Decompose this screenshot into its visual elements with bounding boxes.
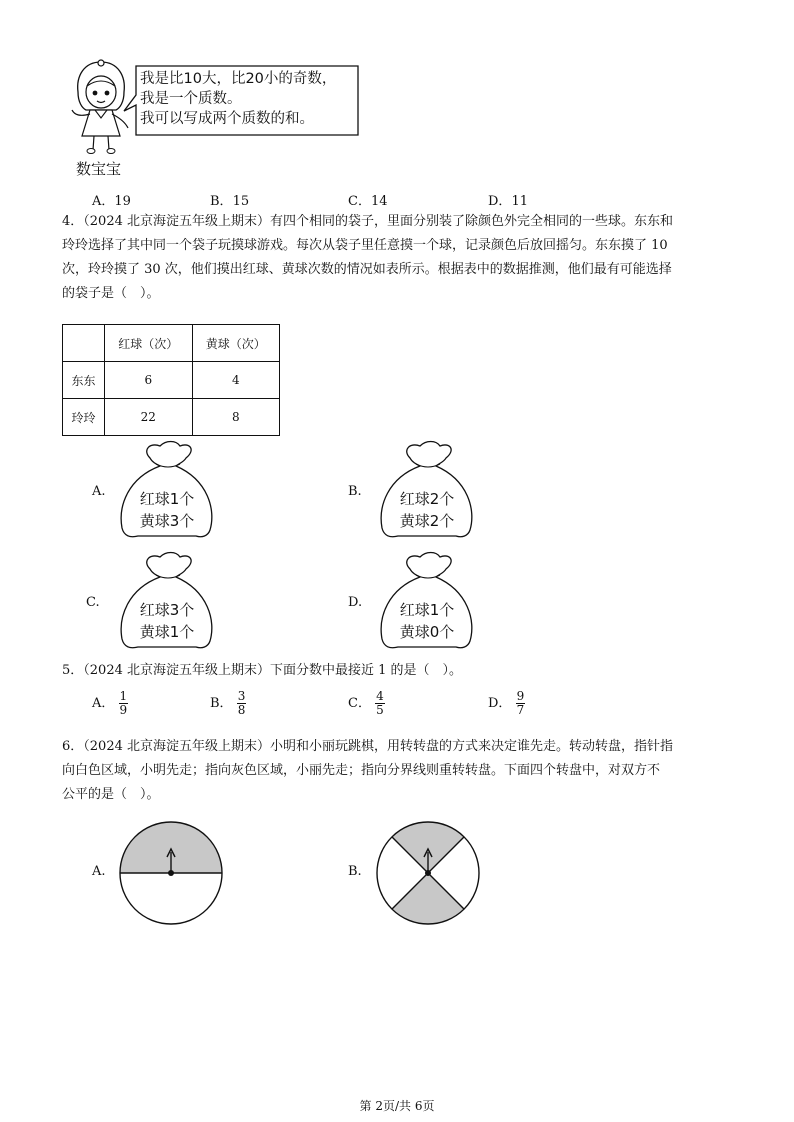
- option-letter: A．: [92, 194, 115, 209]
- table-cell: 6: [105, 362, 192, 399]
- character-name: 数宝宝: [76, 160, 122, 178]
- fraction: [237, 690, 247, 717]
- denominator: 8: [237, 703, 246, 717]
- option-letter: D．: [488, 696, 512, 711]
- numerator: 1: [119, 689, 128, 703]
- fraction: [375, 690, 385, 717]
- option-letter: B．: [210, 194, 233, 209]
- option-text: 11: [511, 194, 528, 209]
- question-4-text: [62, 210, 734, 306]
- bag-option-d[interactable]: [372, 551, 482, 651]
- option-c[interactable]: [348, 690, 385, 717]
- option-text: 15: [232, 194, 250, 209]
- table-header: 黄球（次）: [192, 325, 279, 362]
- numerator: 4: [376, 689, 384, 703]
- option-d[interactable]: [488, 190, 528, 209]
- results-table: [62, 324, 280, 436]
- denominator: 9: [119, 703, 128, 717]
- table-row: [63, 362, 280, 399]
- option-letter: D．: [488, 194, 512, 209]
- table-cell: [63, 325, 105, 362]
- option-b[interactable]: [210, 690, 246, 717]
- option-c-letter[interactable]: C.: [86, 595, 100, 610]
- denominator: 7: [516, 703, 525, 717]
- question-line: 次，玲玲摸了 30 次，他们摸出红球、黄球次数的情况如表所示。根据表中的数据推测，他们最有可能选择: [62, 262, 672, 277]
- question-line: 的袋子是（ ）。: [62, 286, 160, 301]
- table-cell: 东东: [63, 362, 105, 399]
- option-a[interactable]: [92, 690, 128, 717]
- bag-yellow-count: 黄球1个: [139, 623, 195, 641]
- bag-red-count: 红球3个: [139, 601, 195, 619]
- option-a[interactable]: [92, 190, 131, 209]
- bag-red-count: 红球2个: [399, 490, 455, 508]
- bag-option-a[interactable]: [112, 440, 222, 540]
- question-line: 公平的是（ ）。: [62, 787, 160, 802]
- denominator: 5: [376, 703, 384, 717]
- table-cell: 22: [105, 399, 192, 436]
- option-letter: C．: [348, 194, 371, 209]
- option-text: 19: [114, 194, 131, 209]
- fraction: [516, 690, 526, 717]
- bag-red-count: 红球1个: [399, 601, 455, 619]
- option-d-letter[interactable]: D.: [348, 595, 363, 610]
- spinner-option-a[interactable]: [118, 820, 224, 926]
- table-cell: 8: [192, 399, 279, 436]
- table-row: [63, 399, 280, 436]
- option-letter: B．: [210, 696, 233, 711]
- table-header-row: [63, 325, 280, 362]
- speech-line: 我是一个质数。: [140, 91, 242, 107]
- speech-line: 我可以写成两个质数的和。: [140, 111, 314, 127]
- fraction: [119, 690, 129, 717]
- question-line: 4．（2024 北京海淀五年级上期末）有四个相同的袋子，里面分别装了除颜色外完全相同的一些球。东东和: [62, 214, 673, 229]
- option-b-letter[interactable]: B.: [348, 484, 362, 499]
- bag-yellow-count: 黄球0个: [399, 623, 455, 641]
- table-cell: 4: [192, 362, 279, 399]
- option-text: 14: [370, 194, 388, 209]
- option-c[interactable]: [348, 190, 388, 209]
- option-b[interactable]: [210, 190, 249, 209]
- question-5-text: 5．（2024 北京海淀五年级上期末）下面分数中最接近 1 的是（ ）。: [62, 663, 463, 678]
- option-letter: A．: [92, 696, 115, 711]
- bag-option-c[interactable]: [112, 551, 222, 651]
- option-d[interactable]: [488, 690, 525, 717]
- bag-yellow-count: 黄球2个: [399, 512, 455, 530]
- option-a-letter[interactable]: A.: [92, 864, 106, 879]
- bag-yellow-count: 黄球3个: [139, 512, 195, 530]
- page-number: 第 2页/共 6页: [359, 1099, 435, 1113]
- numerator: 9: [516, 689, 525, 703]
- bag-option-b[interactable]: [372, 440, 482, 540]
- table-header: 红球（次）: [105, 325, 192, 362]
- numerator: 3: [237, 689, 246, 703]
- option-a-letter[interactable]: A.: [92, 484, 106, 499]
- option-letter: C．: [348, 696, 371, 711]
- question-line: 玲玲选择了其中同一个袋子玩摸球游戏。每次从袋子里任意摸一个球，记录颜色后放回摇匀。东东摸了 10: [62, 238, 668, 253]
- option-b-letter[interactable]: B.: [348, 864, 362, 879]
- question-line: 6．（2024 北京海淀五年级上期末）小明和小丽玩跳棋，用转转盘的方式来决定谁先走。转动转盘，指针指: [62, 739, 673, 754]
- spinner-option-b[interactable]: [375, 820, 481, 926]
- question-6-text: [62, 735, 734, 807]
- speech-bubble: [134, 65, 360, 135]
- table-cell: 玲玲: [63, 399, 105, 436]
- speech-line: 我是比10大，比20小的奇数，: [140, 71, 337, 87]
- question-line: 向白色区域，小明先走；指向灰色区域，小丽先走；指向分界线则重转转盘。下面四个转盘中，对双方不: [62, 763, 661, 778]
- bag-red-count: 红球1个: [139, 490, 195, 508]
